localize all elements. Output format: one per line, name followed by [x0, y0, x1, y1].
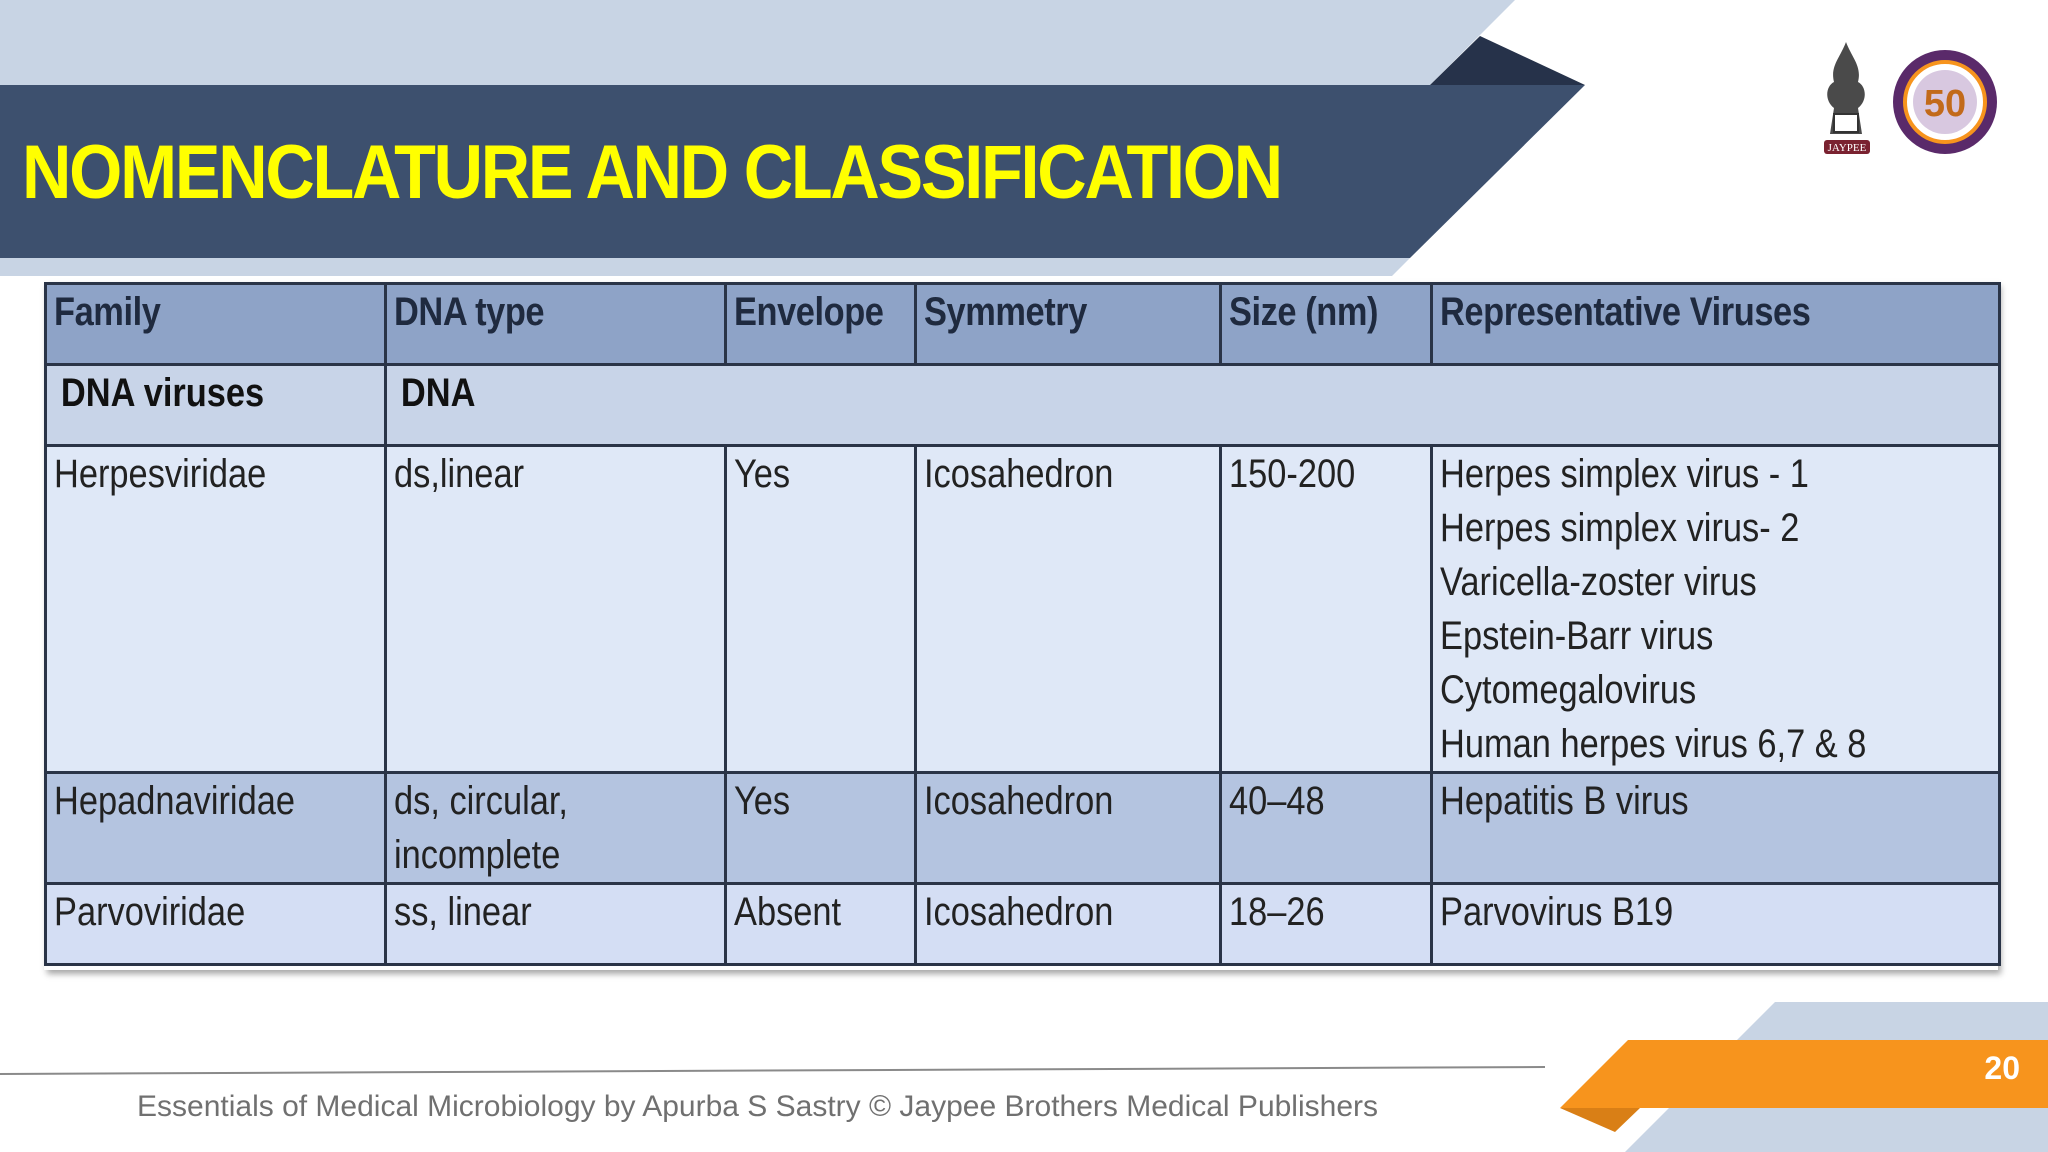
- cell-dna-type: [386, 884, 726, 965]
- cell-symmetry: [916, 884, 1221, 965]
- dna-type-line: ds,linear: [394, 452, 525, 496]
- size-value: 40–48: [1229, 779, 1325, 823]
- dna-type-line: incomplete: [394, 833, 561, 877]
- size-value: 150-200: [1229, 452, 1356, 496]
- virus-item: Human herpes virus 6,7 & 8: [1440, 722, 1867, 766]
- group-value-cell: [386, 365, 2000, 446]
- family-value: Parvoviridae: [54, 890, 246, 934]
- page-number: 20: [1984, 1050, 2020, 1086]
- cell-size: [1221, 773, 1432, 884]
- cell-size: [1221, 884, 1432, 965]
- title-band-shadow: [0, 258, 1410, 276]
- header-cell: [386, 284, 726, 365]
- top-light-band: [0, 0, 1515, 85]
- logo-text: JAYPEE: [1827, 142, 1867, 154]
- cell-family: [46, 884, 386, 965]
- table-header-row: [46, 284, 2000, 365]
- dna-type-line: ss, linear: [394, 890, 532, 934]
- header-symmetry: Symmetry: [924, 290, 1087, 334]
- cell-viruses: [1432, 446, 2000, 773]
- header-dna-type: DNA type: [394, 290, 545, 334]
- group-value: DNA: [400, 371, 476, 415]
- footer-divider: [0, 1067, 1545, 1074]
- group-label: DNA viruses: [60, 371, 265, 415]
- symmetry-value: Icosahedron: [924, 890, 1114, 934]
- header-family: Family: [54, 290, 161, 334]
- cell-family: [46, 446, 386, 773]
- cell-size: [1221, 446, 1432, 773]
- cell-dna-type: [386, 446, 726, 773]
- orange-tab-shadow: [1560, 1108, 1640, 1132]
- classification-table-container: [44, 282, 1998, 970]
- footer-citation: Essentials of Medical Microbiology by Apurba S Sastry © Jaypee Brothers Medical Publishers: [137, 1090, 1379, 1123]
- group-label-cell: [46, 365, 386, 446]
- cell-envelope: [726, 884, 916, 965]
- symmetry-value: Icosahedron: [924, 452, 1114, 496]
- envelope-value: Yes: [734, 452, 791, 496]
- logo-group: [1800, 30, 2010, 170]
- virus-item: Varicella-zoster virus: [1440, 560, 1757, 604]
- size-value: 18–26: [1229, 890, 1325, 934]
- header-cell: [726, 284, 916, 365]
- header-cell: [1221, 284, 1432, 365]
- group-row: [46, 365, 2000, 446]
- family-value: Herpesviridae: [54, 452, 267, 496]
- virus-item: Cytomegalovirus: [1440, 668, 1697, 712]
- cell-symmetry: [916, 773, 1221, 884]
- cell-envelope: [726, 773, 916, 884]
- virus-item: Hepatitis B virus: [1440, 779, 1689, 823]
- cell-viruses: [1432, 884, 2000, 965]
- cell-symmetry: [916, 446, 1221, 773]
- table-row: [46, 884, 2000, 965]
- table-row: [46, 446, 2000, 773]
- virus-item: Parvovirus B19: [1440, 890, 1674, 934]
- envelope-value: Absent: [734, 890, 842, 934]
- header-cell: [46, 284, 386, 365]
- header-cell: [916, 284, 1221, 365]
- cell-dna-type: [386, 773, 726, 884]
- cell-viruses: [1432, 773, 2000, 884]
- cell-family: [46, 773, 386, 884]
- virus-item: Epstein-Barr virus: [1440, 614, 1714, 658]
- family-value: Hepadnaviridae: [54, 779, 295, 823]
- header-size: Size (nm): [1229, 290, 1379, 334]
- table-row: [46, 773, 2000, 884]
- virus-item: Herpes simplex virus- 2: [1440, 506, 1800, 550]
- jaypee-logo-icon: [1800, 30, 2010, 170]
- header-representative-viruses: Representative Viruses: [1440, 290, 1811, 334]
- header-cell: [1432, 284, 2000, 365]
- badge-number: 50: [1923, 83, 1967, 125]
- classification-table: [44, 282, 2001, 966]
- symmetry-value: Icosahedron: [924, 779, 1114, 823]
- header-envelope: Envelope: [734, 290, 884, 334]
- dna-type-line: ds, circular,: [394, 779, 568, 823]
- slide-title: NOMENCLATURE AND CLASSIFICATION: [22, 130, 1281, 215]
- envelope-value: Yes: [734, 779, 791, 823]
- virus-item: Herpes simplex virus - 1: [1440, 452, 1809, 496]
- cell-envelope: [726, 446, 916, 773]
